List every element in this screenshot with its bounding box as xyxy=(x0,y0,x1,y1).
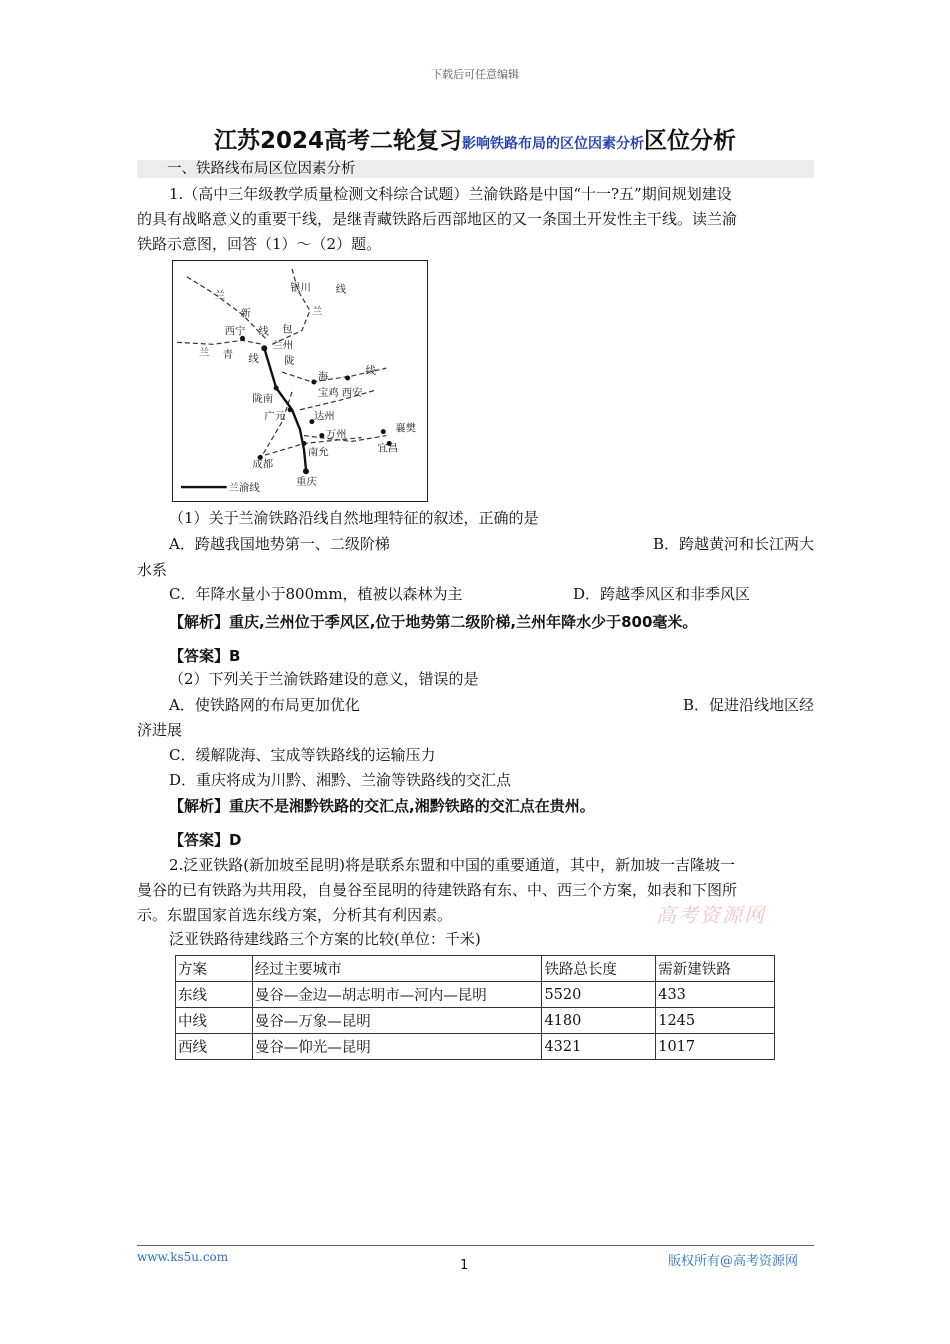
lanyu-railway-map xyxy=(172,260,428,502)
city-dot-xiangfan xyxy=(381,429,386,434)
table-cell: 433 xyxy=(656,982,775,1008)
table-cell: 曼谷—仰光—昆明 xyxy=(252,1034,542,1060)
map-legend-label: 兰渝线 xyxy=(228,482,260,495)
table-cell: 1017 xyxy=(656,1034,775,1060)
sub1-answer: 【答案】B xyxy=(169,647,241,665)
table-cell: 东线 xyxy=(176,982,253,1008)
sub1-stem: （1）关于兰渝铁路沿线自然地理特征的叙述，正确的是 xyxy=(169,509,539,527)
map-label-yichang: 宜昌 xyxy=(377,442,399,455)
q1-intro-line3: 铁路示意图，回答（1）～（2）题。 xyxy=(137,235,382,253)
table-row xyxy=(176,1008,775,1034)
map-label-xian-mark: 线 xyxy=(258,325,269,338)
sub2-analysis: 【解析】重庆不是湘黔铁路的交汇点,湘黔铁路的交汇点在贵州。 xyxy=(169,797,595,815)
sub2-option-d: D．重庆将成为川黔、湘黔、兰渝等铁路线的交汇点 xyxy=(169,771,512,789)
map-label-lan-qing: 兰 xyxy=(198,347,210,360)
q2-line2: 曼谷的已有铁路为共用段，自曼谷至昆明的待建铁路有东、中、西三个方案，如表和下图所 xyxy=(137,881,738,899)
footer-divider xyxy=(137,1245,814,1246)
map-label-dazhou: 达州 xyxy=(313,410,335,423)
title-part1: 江苏2024高考二轮复习 xyxy=(213,128,462,154)
table-header-cell: 方案 xyxy=(176,956,253,982)
sub1-option-a: A．跨越我国地势第一、二级阶梯 xyxy=(169,535,390,553)
map-label-qing-line: 线 xyxy=(248,353,259,366)
q2-line1: 2.泛亚铁路(新加坡至昆明)将是联系东盟和中国的重要通道，其中，新加坡一吉隆坡一 xyxy=(169,856,736,874)
map-label-hai: 海 xyxy=(317,371,329,384)
map-label-xian: 西安 xyxy=(341,386,363,399)
map-label-longnan: 陇南 xyxy=(252,392,274,405)
map-label-lan1: 兰 xyxy=(214,289,226,302)
city-dot-guangyuan xyxy=(288,407,293,412)
city-dot-chongqing xyxy=(303,468,309,474)
city-dot-wanzhou xyxy=(319,433,324,438)
q1-intro-line2: 的具有战略意义的重要干线，是继青藏铁路后西部地区的又一条国土开发性主干线。读兰渝 xyxy=(137,210,738,228)
table-header-cell: 经过主要城市 xyxy=(252,956,542,982)
map-label-bao: 包 xyxy=(282,323,293,336)
sub2-options-ab xyxy=(137,695,814,715)
city-dot-nanchong xyxy=(301,441,306,446)
table-caption: 泛亚铁路待建线路三个方案的比较(单位：千米) xyxy=(169,930,481,948)
city-dot-baoji xyxy=(311,380,316,385)
table-cell: 1245 xyxy=(656,1008,775,1034)
table-row xyxy=(176,982,775,1008)
map-label-long: 陇 xyxy=(284,355,295,368)
sub2-option-a: A．使铁路网的布局更加优化 xyxy=(169,696,360,714)
table-header-cell: 铁路总长度 xyxy=(542,956,656,982)
map-label-hai-line: 线 xyxy=(365,365,376,378)
map-label-lan2: 兰 xyxy=(311,305,323,318)
footer-copyright: 版权所有@高考资源网 xyxy=(668,1254,799,1269)
map-label-line-baolan: 线 xyxy=(335,283,347,296)
q2-line3: 示。东盟国家首选东线方案，分析其有利因素。 xyxy=(137,906,453,924)
footer-website-link[interactable]: www.ks5u.com xyxy=(137,1250,229,1264)
sub1-options-ab xyxy=(137,534,814,554)
map-label-guangyuan: 广元 xyxy=(264,410,286,423)
map-label-xining: 西宁 xyxy=(224,325,246,338)
map-label-qing: 青 xyxy=(222,349,234,362)
sub1-analysis: 【解析】重庆,兰州位于季风区,位于地势第二级阶梯,兰州年降水少于800毫米。 xyxy=(169,613,698,631)
table-header-row xyxy=(176,956,775,982)
sub1-option-c: C．年降水量小于800mm，植被以森林为主 xyxy=(169,585,463,603)
map-label-xiangfan: 襄樊 xyxy=(395,422,417,435)
sub2-answer: 【答案】D xyxy=(169,831,242,849)
city-dot-longnan xyxy=(274,385,279,390)
sub2-option-c: C．缓解陇海、宝成等铁路线的运输压力 xyxy=(169,746,436,764)
page-title xyxy=(0,122,950,155)
table-cell: 4321 xyxy=(542,1034,656,1060)
map-label-chengdu: 成都 xyxy=(252,458,274,471)
map-label-nanchong: 南允 xyxy=(307,446,329,459)
table-header-cell: 需新建铁路 xyxy=(656,956,775,982)
map-label-wanzhou: 万州 xyxy=(325,428,347,441)
table-cell: 中线 xyxy=(176,1008,253,1034)
watermark: 高考资源网 xyxy=(656,903,766,927)
map-label-lanzhou: 兰州 xyxy=(272,339,294,352)
table-cell: 曼谷—金边—胡志明市—河内—昆明 xyxy=(252,982,542,1008)
city-dot-xian xyxy=(345,376,350,381)
sub2-stem: （2）下列关于兰渝铁路建设的意义，错误的是 xyxy=(169,670,479,688)
city-dot-lanzhou xyxy=(261,345,267,351)
sub1-option-b: B．跨越黄河和长江两大 xyxy=(652,535,814,553)
section-heading: 一、铁路线布局区位因素分析 xyxy=(137,160,814,178)
lanqing-railway xyxy=(177,340,262,344)
title-part2: 影响铁路布局的区位因素分析 xyxy=(462,136,644,152)
table-cell: 4180 xyxy=(542,1008,656,1034)
table-cell: 西线 xyxy=(176,1034,253,1060)
table-row xyxy=(176,1034,775,1060)
sub2-option-b-cont: 济进展 xyxy=(137,721,183,739)
map-label-xin: 新 xyxy=(240,307,251,320)
title-part3: 区位分析 xyxy=(644,128,736,154)
sub1-option-d: D．跨越季风区和非季风区 xyxy=(573,585,751,603)
page-number: 1 xyxy=(460,1258,469,1273)
comparison-table xyxy=(175,955,775,1060)
table-cell: 曼谷—万象—昆明 xyxy=(252,1008,542,1034)
sub1-option-b-cont: 水系 xyxy=(137,561,168,579)
header-note: 下载后可任意编辑 xyxy=(431,68,519,81)
table-cell: 5520 xyxy=(542,982,656,1008)
sub2-option-b: B．促进沿线地区经 xyxy=(682,696,814,714)
map-label-baoji: 宝鸡 xyxy=(317,386,339,399)
sub1-options-cd xyxy=(137,584,846,604)
map-label-chongqing: 重庆 xyxy=(296,476,317,489)
map-label-yinchuan: 银川 xyxy=(290,281,311,294)
q1-intro-line1: 1.（高中三年级教学质量检测文科综合试题）兰渝铁路是中国“十一?五”期间规划建设 xyxy=(169,185,732,203)
